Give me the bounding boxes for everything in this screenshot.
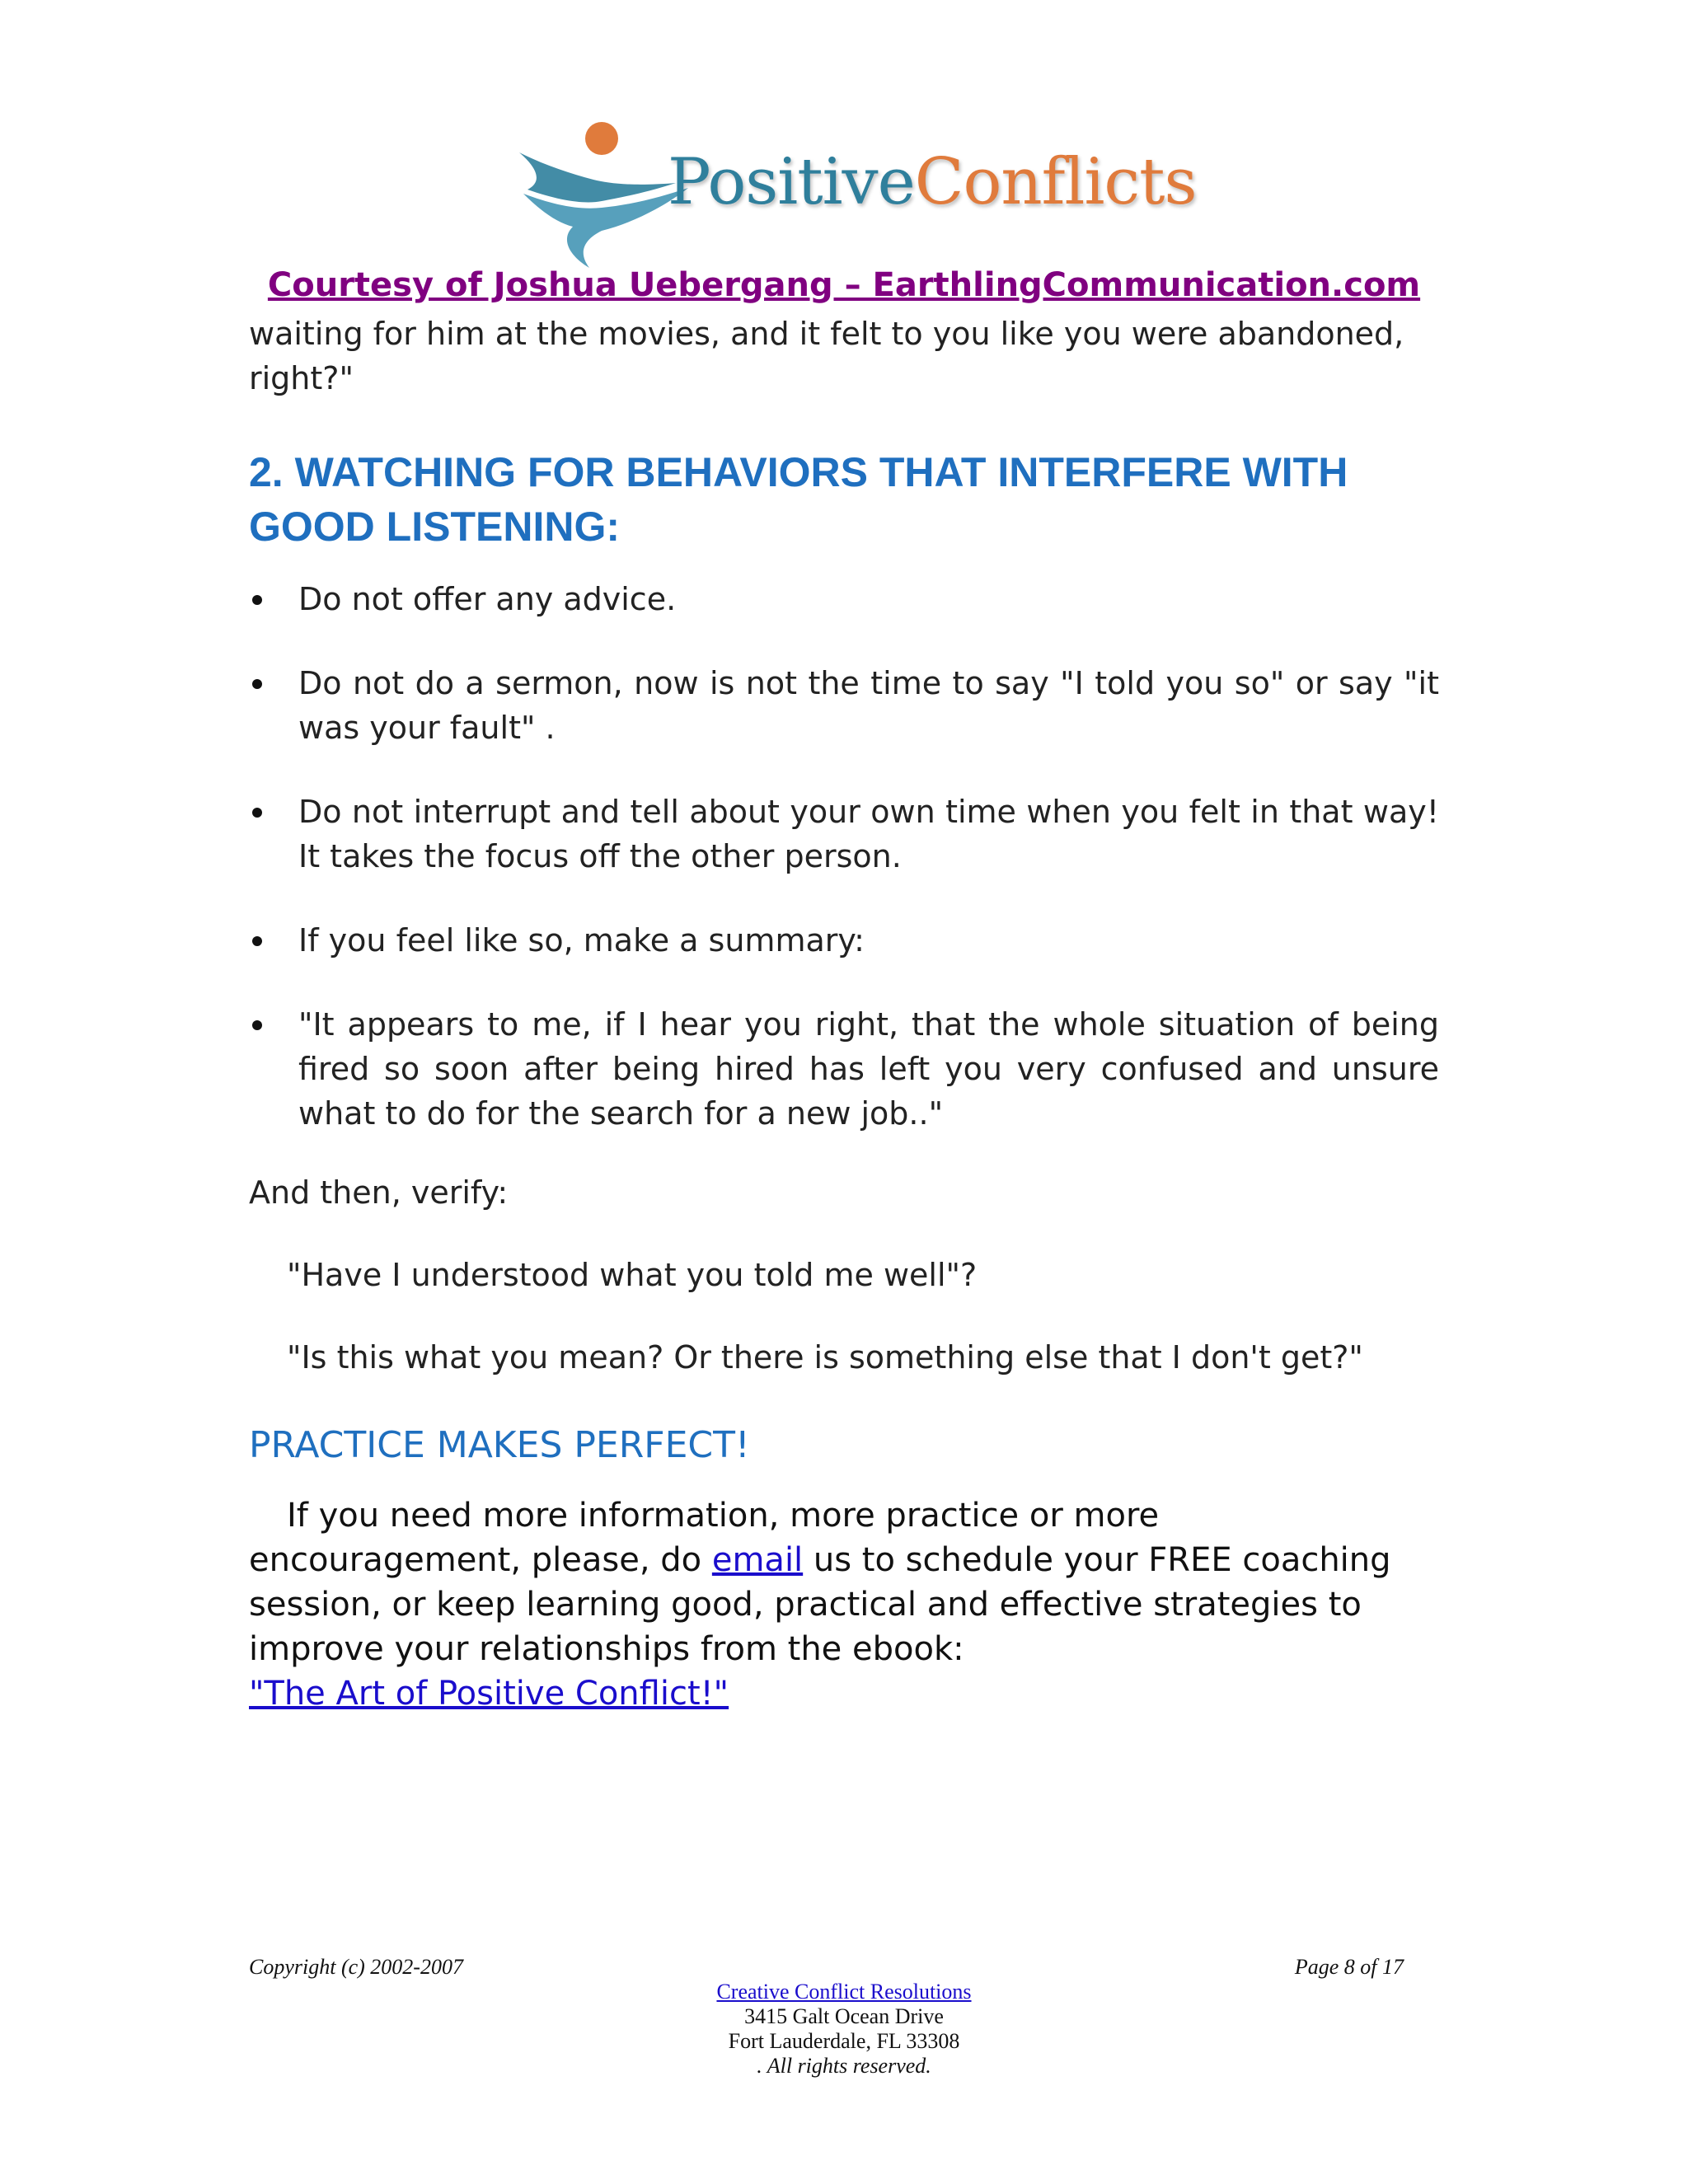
- verify-intro: And then, verify:: [249, 1174, 509, 1211]
- bullet-icon: [252, 1020, 262, 1030]
- list-item: [249, 661, 1439, 750]
- logo-word-positive: Positive: [668, 145, 915, 219]
- list-item: [249, 577, 1439, 621]
- bullet-text: If you feel like so, make a summary:: [298, 922, 865, 958]
- bullet-text: "It appears to me, if I hear you right, that the whole situation of being fired so soon after being hired has left you very confused and unsure what to do for the search for a new job..": [298, 1006, 1439, 1132]
- closing-text-1: If you need more information, more practice or more encouragement, please, do: [249, 1497, 1160, 1579]
- bullet-text: Do not offer any advice.: [298, 581, 677, 617]
- address-line-2: Fort Lauderdale, FL 33308: [728, 2029, 960, 2053]
- logo-wordmark: [668, 145, 1196, 219]
- bullet-list: [249, 577, 1439, 1175]
- email-link[interactable]: email: [711, 1541, 804, 1579]
- rights-text: . All rights reserved.: [757, 2054, 931, 2078]
- copyright-text: Copyright (c) 2002-2007: [249, 1955, 463, 1979]
- closing-paragraph: [249, 1493, 1439, 1716]
- page-number: Page 8 of 17: [1294, 1955, 1404, 1979]
- practice-heading: PRACTICE MAKES PERFECT!: [249, 1424, 750, 1466]
- continuation-text: waiting for him at the movies, and it felt to you like you were abandoned, right?": [249, 316, 1404, 396]
- logo-word-conflicts: Conflicts: [914, 145, 1197, 219]
- list-item: [249, 918, 1439, 963]
- heading-line-2: GOOD LISTENING:: [249, 504, 620, 550]
- bullet-icon: [252, 936, 262, 946]
- bullet-icon: [252, 808, 262, 818]
- bullet-text: Do not do a sermon, now is not the time to say "I told you so" or say "it was your fault" .: [298, 665, 1439, 746]
- section-heading: [249, 445, 1439, 554]
- bullet-icon: [252, 595, 262, 605]
- bullet-text: Do not interrupt and tell about your own time when you felt in that way! It takes the focus off the other person.: [298, 794, 1439, 874]
- org-link[interactable]: Creative Conflict Resolutions: [716, 1980, 972, 2004]
- verify-quote-2: "Is this what you mean? Or there is something else that I don't get?": [287, 1339, 1363, 1376]
- verify-quote-1: "Have I understood what you told me well"?: [287, 1257, 978, 1293]
- closing-text-2: us to schedule your FREE coaching session, or keep learning good, practical and effective strategies to improve your relationships from the ebook:: [249, 1541, 1391, 1668]
- list-item: [249, 1002, 1439, 1136]
- positive-conflicts-logo: [511, 115, 1195, 272]
- figure-swoosh-icon: [511, 115, 692, 272]
- list-item: [249, 790, 1439, 879]
- bullet-icon: [252, 679, 262, 689]
- address-line-1: 3415 Galt Ocean Drive: [744, 2004, 944, 2028]
- footer-address: [0, 1980, 1688, 2079]
- courtesy-link[interactable]: Courtesy of Joshua Uebergang – EarthlingCommunication.com: [267, 266, 1421, 304]
- ebook-link[interactable]: "The Art of Positive Conflict!": [249, 1675, 729, 1713]
- heading-line-1: 2. WATCHING FOR BEHAVIORS THAT INTERFERE WITH: [249, 449, 1348, 495]
